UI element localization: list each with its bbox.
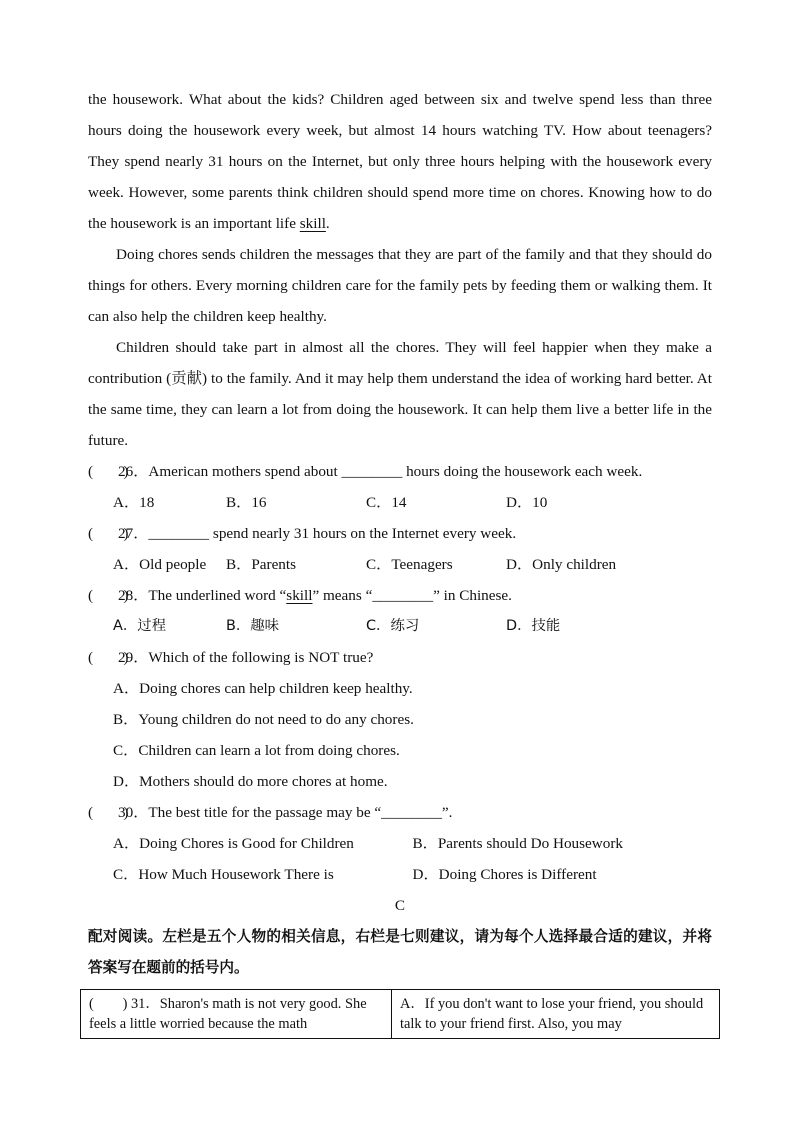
option-27-b[interactable]: B．Parents (226, 556, 297, 573)
option-29-d[interactable]: D．Mothers should do more chores at home. (113, 773, 388, 790)
option-26-b[interactable]: B．16 (226, 494, 267, 511)
passage-paragraph-2: Doing chores sends children the messages that they are part of the family and that they should do things for others. Every morning children care for the family pets by feeding them or walking them. It can also help the children keep healthy. (88, 246, 712, 325)
question-30: ( )30．The best title for the passage may be “________”. (88, 797, 712, 828)
question-27: ( )27．________ spend nearly 31 hours on the Internet every week. (88, 518, 712, 549)
underlined-word-skill: skill (299, 215, 326, 232)
option-27-c[interactable]: C．Teenagers (366, 556, 453, 573)
option-30-d[interactable]: D．Doing Chores is Different (412, 866, 597, 883)
option-26-a[interactable]: A．18 (113, 494, 155, 511)
document-page (88, 84, 712, 1039)
options-30-row-1 (88, 828, 712, 859)
passage-paragraph-1: the housework. What about the kids? Children aged between six and twelve spend less than three hours doing the housework every week, but almost 14 hours watching TV. How about teenagers? They spend nearly 31 hours on the Internet, but only three hours helping with the housework every week. However, some parents think children should spend more time on chores. Knowing how to do the housework is an important life skill. (88, 91, 712, 232)
options-30-row-2 (88, 859, 712, 890)
question-28: ( )28．The underlined word “skill” means “________” in Chinese. (88, 580, 712, 611)
option-30-a[interactable]: A．Doing Chores is Good for Children (113, 835, 354, 852)
section-c-instruction: 配对阅读。左栏是五个人物的相关信息，右栏是七则建议，请为每个人选择最合适的建议，并将答案写在题前的括号内。 (88, 928, 712, 976)
table-cell-advice-a: A．If you don't want to lose your friend, you should talk to your friend first. Also, you may (392, 990, 720, 1039)
option-29-c[interactable]: C．Children can learn a lot from doing chores. (113, 742, 400, 759)
table-cell-person-31[interactable]: ( ) 31．Sharon's math is not very good. She feels a little worried because the math (81, 990, 392, 1039)
question-29: ( )29．Which of the following is NOT true? (88, 642, 712, 673)
option-29-b[interactable]: B．Young children do not need to do any chores. (113, 711, 414, 728)
option-26-d[interactable]: D．10 (506, 494, 548, 511)
option-27-a[interactable]: A．Old people (113, 556, 207, 573)
option-26-c[interactable]: C．14 (366, 494, 407, 511)
options-26 (88, 487, 712, 518)
matching-table (80, 989, 720, 1039)
underlined-word-skill-ref: skill (286, 587, 313, 604)
table-row (81, 990, 720, 1039)
option-29-a[interactable]: A．Doing chores can help children keep healthy. (113, 680, 413, 697)
answer-blank-28[interactable]: ( ) (88, 587, 129, 604)
answer-blank-29[interactable]: ( ) (88, 649, 129, 666)
option-28-b[interactable]: B．趣味 (226, 618, 280, 634)
answer-blank-30[interactable]: ( ) (88, 804, 129, 821)
option-30-b[interactable]: B．Parents should Do Housework (412, 835, 624, 852)
passage-paragraph-3: Children should take part in almost all the chores. They will feel happier when they make a contribution (贡献) to the family. And it may help them understand the idea of working hard better. At the same time, they can learn a lot from doing the housework. It can help them live a better life in the future. (88, 339, 712, 449)
option-28-a[interactable]: A．过程 (113, 618, 167, 634)
options-27 (88, 549, 712, 580)
section-c-heading: C (394, 897, 406, 914)
option-27-d[interactable]: D．Only children (506, 556, 617, 573)
question-26: ( )26．American mothers spend about ________ hours doing the housework each week. (88, 456, 712, 487)
answer-blank-27[interactable]: ( ) (88, 525, 129, 542)
answer-blank-26[interactable]: ( ) (88, 463, 129, 480)
option-28-d[interactable]: D．技能 (506, 618, 561, 634)
option-30-c[interactable]: C．How Much Housework There is (113, 866, 334, 883)
options-28 (88, 611, 712, 642)
option-28-c[interactable]: C．练习 (366, 618, 420, 634)
